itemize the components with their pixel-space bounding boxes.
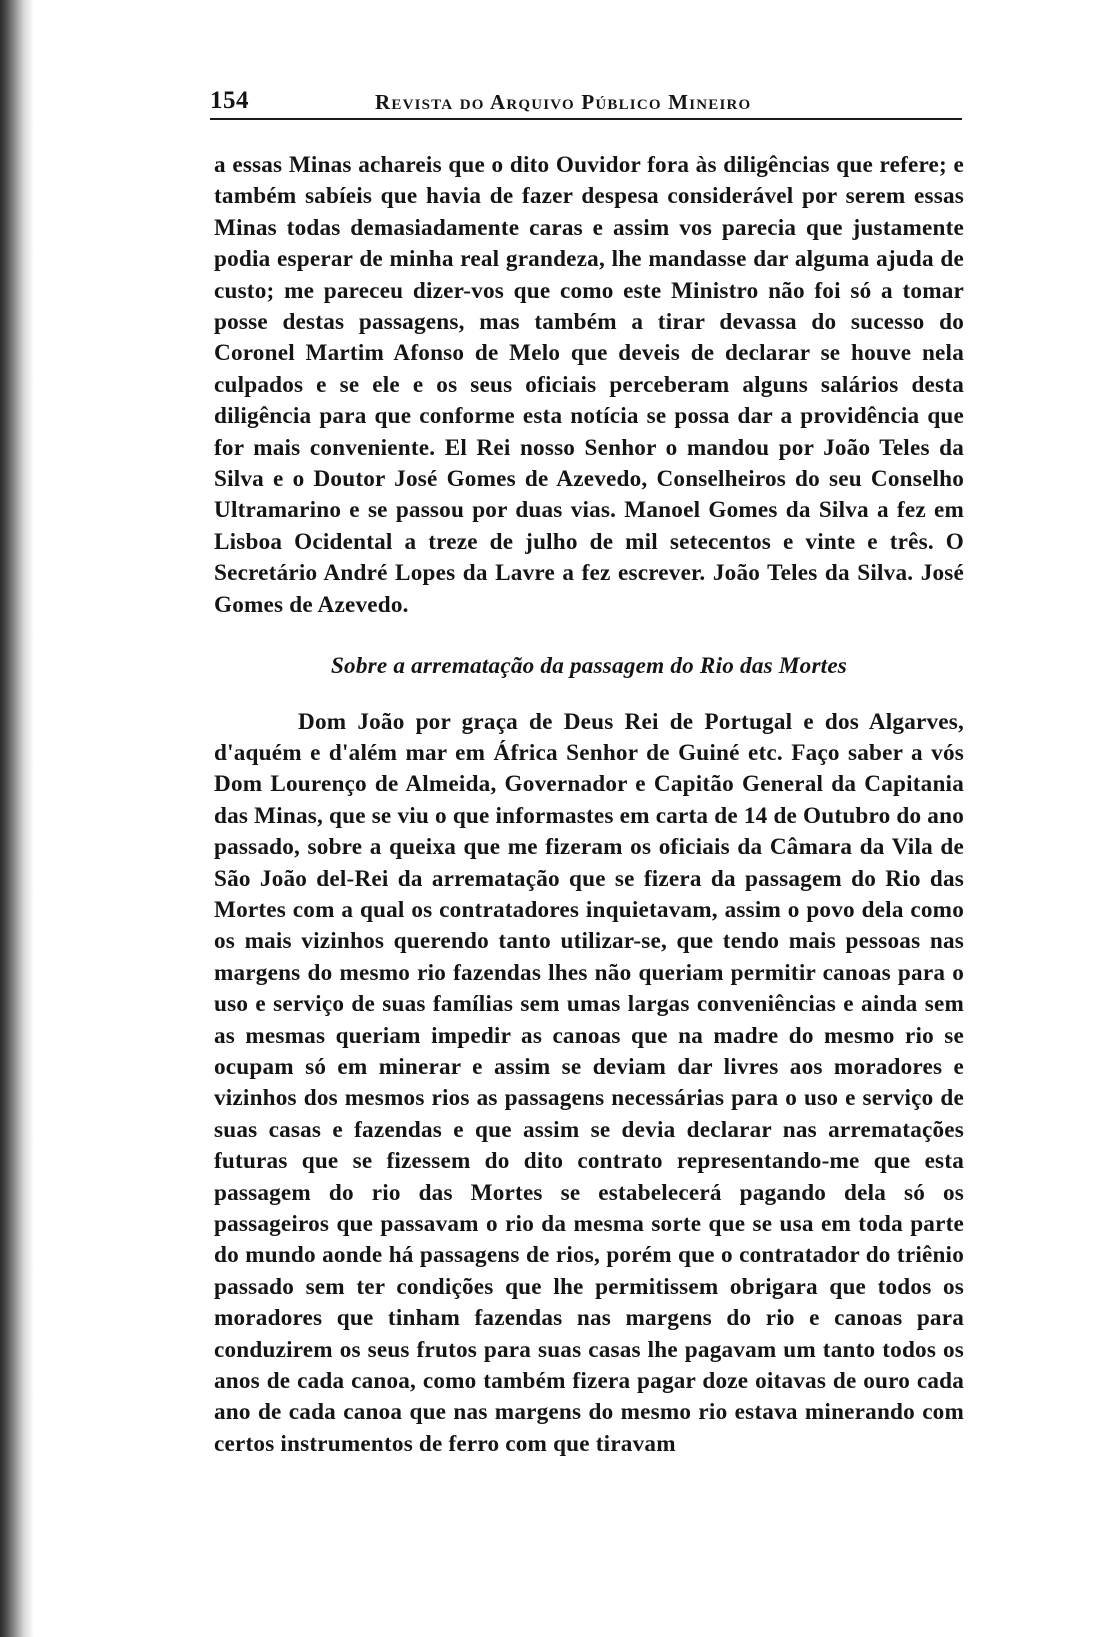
paragraph-1: a essas Minas achareis que o dito Ouvidor fora às diligências que refere; e também sabíeis que havia de fazer despesa considerável por serem essas Minas todas demasiadamente caras e assim vos parecia que justamente podia esperar de minha real grandeza, lhe mandasse dar alguma ajuda de custo; me pareceu dizer-vos que como este Ministro não foi só a tomar posse destas passagens, mas também a tirar devassa do sucesso do Coronel Martim Afonso de Melo que deveis de declarar se houve nela culpados e se ele e os seus oficiais perceberam alguns salários desta diligência para que conforme esta notícia se possa dar a providência que for mais conveniente. El Rei nosso Senhor o mandou por João Teles da Silva e o Doutor José Gomes de Azevedo, Conselheiros do seu Conselho Ultramarino e se passou por duas vias. Manoel Gomes da Silva a fez em Lisboa Ocidental a treze de julho de mil setecentos e vinte e três. O Secretário André Lopes da Lavre a fez escrever. João Teles da Silva. José Gomes de Azevedo. [214,152,964,618]
page-body [214,150,964,1460]
page-number: 154 [210,87,249,114]
book-binding-edge [0,0,34,1637]
paragraph-2: Dom João por graça de Deus Rei de Portugal e dos Algarves, d'aquém e d'além mar em África Senhor de Guiné etc. Faço saber a vós Dom Lourenço de Almeida, Governador e Capitão General da Capitania das Minas, que se viu o que informastes em carta de 14 de Outubro do ano passado, sobre a queixa que me fizeram os oficiais da Câmara da Vila de São João del-Rei da arrematação que se fizera da passagem do Rio das Mortes com a qual os contratadores inquietavam, assim o povo dela como os mais vizinhos querendo tanto utilizar-se, que tendo mais pessoas nas margens do mesmo rio fazendas lhes não queriam permitir canoas para o uso e serviço de suas famílias sem umas largas conveniências e ainda sem as mesmas queriam impedir as canoas que na madre do mesmo rio se ocupam só em minerar e assim se deviam dar livres aos moradores e vizinhos dos mesmos rios as passagens necessárias para o uso e serviço de suas casas e fazendas e que assim se devia declarar nas arrematações futuras que se fizessem do dito contrato representando-me que esta passagem do rio das Mortes se estabelecerá pagando dela só os passageiros que passavam o rio da mesma sorte que se usa em toda parte do mundo aonde há passagens de rios, porém que o contratador do triênio passado sem ter condições que lhe permitissem obrigara que todos os moradores que tinham fazendas nas margens do rio e canoas para conduzirem os seus frutos para suas casas lhe pagavam um tanto todos os anos de cada canoa, como também fizera pagar doze oitavas de ouro cada ano de cada canoa que nas margens do mesmo rio estava minerando com certos instrumentos de ferro com que tiravam [214,708,964,1457]
section-heading: Sobre a arrematação da passagem do Rio das Mortes [330,653,848,680]
page-header [210,88,962,120]
running-title: Revista do Arquivo Público Mineiro [375,90,752,114]
